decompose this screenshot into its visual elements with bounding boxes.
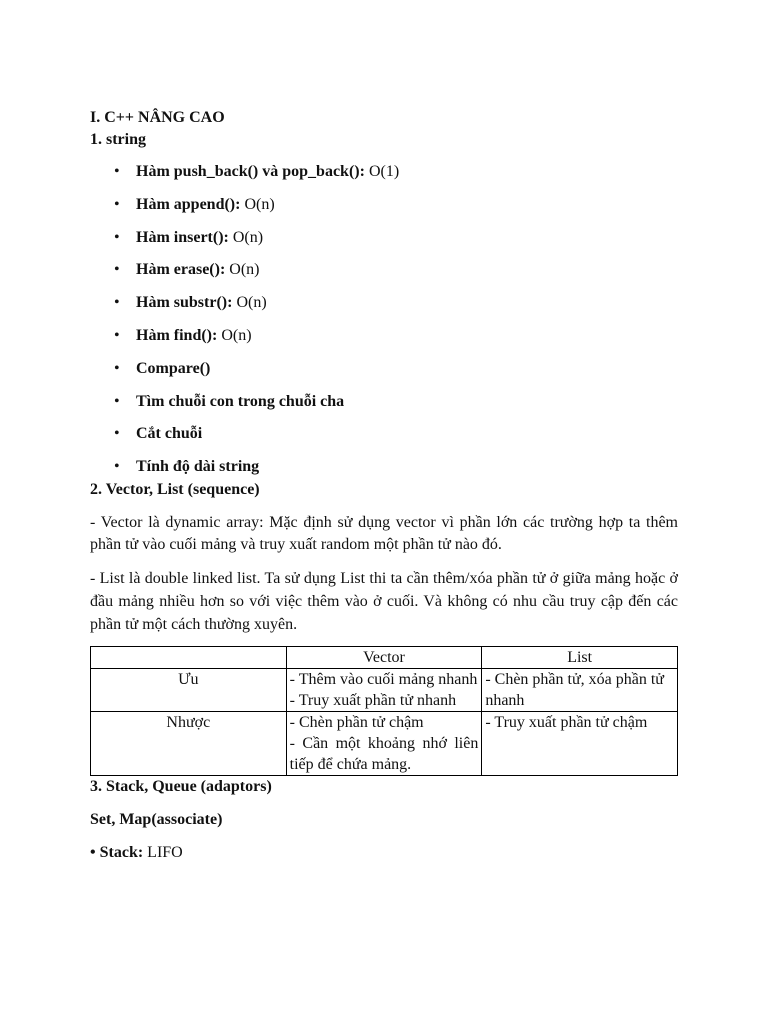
bullet-icon: • bbox=[114, 425, 120, 443]
bullet-icon: • bbox=[114, 163, 120, 180]
row-label-cell: Nhược bbox=[91, 711, 287, 775]
list-cell: - Chèn phần tử, xóa phần tử nhanh bbox=[482, 668, 678, 711]
bullet-icon: • bbox=[114, 326, 120, 344]
list-item: • Hàm insert(): O(n) bbox=[136, 227, 678, 249]
vector-paragraph: - Vector là dynamic array: Mặc định sử dụng vector vì phần lớn các trường hợp ta thêm phần tử vào cuối mảng và truy xuất random một phần tử nào đó. bbox=[90, 513, 678, 553]
row-label-cell: Ưu bbox=[91, 668, 287, 711]
stack-label: Stack: bbox=[99, 843, 144, 861]
bullet-icon: • bbox=[114, 359, 120, 377]
list-paragraph: - List là double linked list. Ta sử dụng List thi ta cần thêm/xóa phần tử ở giữa mảng hoặc ở đầu mảng nhiều hơn so với việc thêm vào ở cuối. Và không có nhu cầu truy cập đến các phần tử một cách thường xuyên. bbox=[90, 569, 678, 633]
bullet-icon: • bbox=[114, 458, 120, 476]
bullet-icon: • bbox=[114, 392, 120, 410]
stack-line bbox=[90, 842, 678, 864]
list-item: • Cắt chuỗi bbox=[136, 423, 678, 445]
table-header-cell bbox=[91, 646, 287, 668]
vector-cell: - Chèn phần tử chậm - Cần một khoảng nhớ liên tiếp để chứa mảng. bbox=[286, 711, 482, 775]
list-item: • Hàm substr(): O(n) bbox=[136, 292, 678, 314]
section3-title: 3. Stack, Queue (adaptors) bbox=[90, 777, 272, 795]
table-header-cell: Vector bbox=[286, 646, 482, 668]
document-page bbox=[90, 107, 678, 864]
string-function-list bbox=[90, 161, 678, 478]
list-item: • Tìm chuỗi con trong chuỗi cha bbox=[136, 391, 678, 413]
bullet-icon: • bbox=[90, 843, 96, 861]
list-item: • Compare() bbox=[136, 358, 678, 380]
bullet-icon: • bbox=[114, 261, 120, 279]
bullet-icon: • bbox=[114, 228, 120, 246]
list-cell: - Truy xuất phần tử chậm bbox=[482, 711, 678, 775]
list-item: • Hàm push_back() và pop_back(): O(1) bbox=[136, 161, 678, 183]
stack-value: LIFO bbox=[143, 843, 183, 861]
vector-cell: - Thêm vào cuối mảng nhanh - Truy xuất phần tử nhanh bbox=[286, 668, 482, 711]
vector-list-comparison-table bbox=[90, 646, 678, 776]
table-row bbox=[91, 668, 678, 711]
bullet-icon: • bbox=[114, 195, 120, 213]
list-item: • Hàm find(): O(n) bbox=[136, 325, 678, 347]
list-item: • Tính độ dài string bbox=[136, 456, 678, 478]
section2-title: 2. Vector, List (sequence) bbox=[90, 480, 260, 498]
main-heading: I. C++ NÂNG CAO bbox=[90, 109, 225, 126]
table-header-row bbox=[91, 646, 678, 668]
list-item: • Hàm append(): O(n) bbox=[136, 194, 678, 216]
table-row bbox=[91, 711, 678, 775]
table-header-cell: List bbox=[482, 646, 678, 668]
section3-subtitle: Set, Map(associate) bbox=[90, 810, 223, 828]
section1-title: 1. string bbox=[90, 131, 146, 148]
bullet-icon: • bbox=[114, 294, 120, 312]
list-item: • Hàm erase(): O(n) bbox=[136, 259, 678, 281]
